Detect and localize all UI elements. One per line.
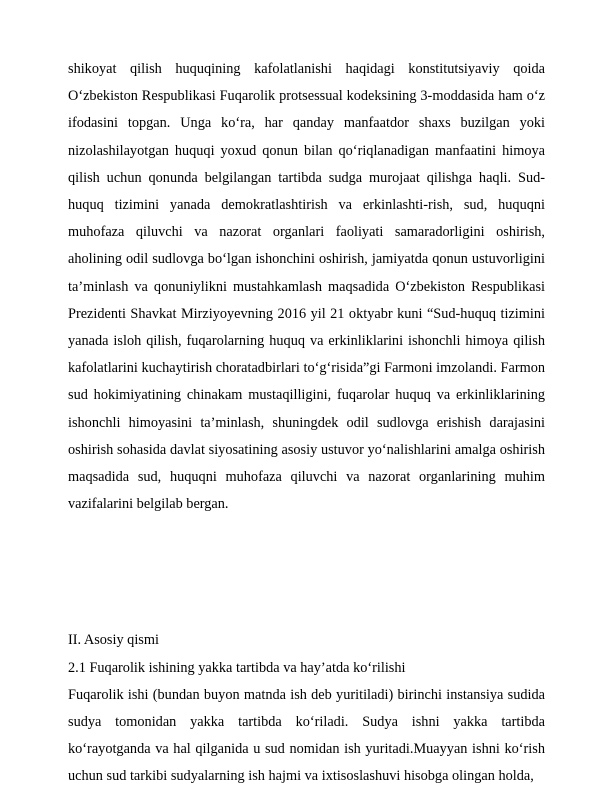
subsection-heading: 2.1 Fuqarolik ishining yakka tartibda va hay’atda koʻrilishi <box>68 659 406 676</box>
body-paragraph-first: shikoyat qilish huquqining kafolatlanishi haqidagi konstitutsiyaviy qoida Oʻzbekiston Respublikasi Fuqarolik protsessual kodeksining 3-moddasida ham oʻz ifodasini topgan. Unga koʻra, har qanday manfaatdor shaxs buzilgan yoki nizolashilayotgan huquqi yoxud qonun bilan qoʻriqlanadigan manfaatini himoya qilish uchun qonunda belgilangan tartibda sudga murojaat qilishga haqli. Sud-huquq tizimini yanada demokratlashtirish va erkinlashti-rish, sud, huquqni muhofaza qiluvchi va nazorat organlari faoliyati samaradorligini oshirish, aholining odil sudlovga boʻlgan ishonchini oshirish, jamiyatda qonun ustuvorligini ta’minlash va qonuniylikni mustahkamlash maqsadida Oʻzbekiston Respublikasi Prezidenti Shavkat Mirziyoyevning 2016 yil 21 oktyabr kuni “Sud-huquq tizimini yanada isloh qilish, fuqarolarning huquq va erkinliklarini ishonchli himoya qilish kafolatlarini kuchaytirish choratadbirlari toʻgʻrisida”gi Farmoni imzolandi. Farmon sud hokimiyatining chinakam mustaqilligini, fuqarolar huquq va erkinliklarining ishonchli himoyasini ta’minlash, shuningdek odil sudlovga erishish darajasini oshirish sohasida davlat siyosatining asosiy ustuvor yoʻnalishlarini amalga oshirish maqsadida sud, huquqni muhofaza qiluvchi va nazorat organlarining muhim vazifalarini belgilab bergan. <box>68 61 545 513</box>
section-heading: II. Asosiy qismi <box>68 632 159 649</box>
body-paragraph-second: Fuqarolik ishi (bundan buyon matnda ish deb yuritiladi) birinchi instansiya sudida sudya tomonidan yakka tartibda koʻriladi. Sudya ishni yakka tartibda koʻrayotganda va hal qilganida u sud nomidan ish yuritadi.Muayyan ishni koʻrish uchun sud tarkibi sudyalarning ish hajmi va ixtisoslashuvi hisobga olingan holda, <box>68 686 545 785</box>
paragraph-gap-spacer <box>68 518 545 627</box>
text-column <box>68 56 545 791</box>
